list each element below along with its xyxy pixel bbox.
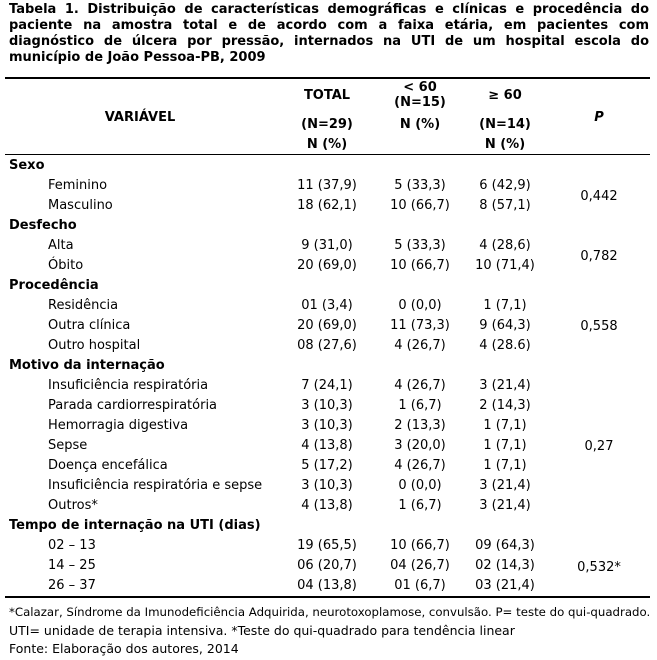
cell-ge60: 03 (21,4): [475, 578, 535, 593]
p-value-sexo: 0,442: [580, 189, 618, 204]
source-note: Fonte: Elaboração dos autores, 2014: [9, 641, 239, 656]
cell-total: 4 (13,8): [301, 438, 353, 453]
group-label-procedencia: Procedência: [9, 278, 99, 293]
row-label: Outro hospital: [48, 338, 141, 353]
cell-total: 7 (24,1): [301, 378, 353, 393]
header-lt60-np: N (%): [399, 117, 441, 132]
cell-total: 11 (37,9): [297, 178, 357, 193]
header-ge60-np: N (%): [484, 137, 526, 152]
cell-total: 20 (69,0): [297, 258, 357, 273]
cell-lt60: 4 (26,7): [394, 378, 446, 393]
cell-ge60: 02 (14,3): [475, 558, 535, 573]
cell-total: 4 (13,8): [301, 498, 353, 513]
cell-lt60: 4 (26,7): [394, 458, 446, 473]
cell-total: 5 (17,2): [301, 458, 353, 473]
cell-lt60: 5 (33,3): [394, 238, 446, 253]
footnote-2: UTI= unidade de terapia intensiva. *Teste do qui-quadrado para tendência linear: [9, 623, 515, 638]
row-label: Parada cardiorrespiratória: [48, 398, 218, 413]
cell-lt60: 1 (6,7): [398, 498, 442, 513]
cell-lt60: 0 (0,0): [398, 298, 442, 313]
cell-total: 3 (10,3): [301, 418, 353, 433]
header-bottom-rule: [5, 154, 650, 155]
cell-lt60: 3 (20,0): [394, 438, 446, 453]
header-lt60-n: (N=15): [394, 95, 446, 110]
cell-ge60: 1 (7,1): [483, 418, 527, 433]
p-value-procedencia: 0,558: [580, 319, 618, 334]
cell-ge60: 3 (21,4): [479, 498, 531, 513]
cell-ge60: 10 (71,4): [475, 258, 535, 273]
header-variavel: VARIÁVEL: [104, 110, 176, 125]
p-value-motivo: 0,27: [584, 439, 614, 454]
cell-ge60: 1 (7,1): [483, 298, 527, 313]
header-ge60: ≥ 60: [488, 88, 522, 103]
cell-total: 08 (27,6): [297, 338, 357, 353]
table-bottom-rule: [5, 596, 650, 598]
cell-total: 01 (3,4): [301, 298, 353, 313]
cell-lt60: 04 (26,7): [390, 558, 450, 573]
cell-ge60: 3 (21,4): [479, 478, 531, 493]
cell-ge60: 2 (14,3): [479, 398, 531, 413]
cell-ge60: 4 (28,6): [479, 238, 531, 253]
cell-total: 18 (62,1): [297, 198, 357, 213]
header-total-n: (N=29): [301, 117, 353, 132]
cell-lt60: 10 (66,7): [390, 538, 450, 553]
row-label: Insuficiência respiratória: [48, 378, 209, 393]
cell-lt60: 10 (66,7): [390, 198, 450, 213]
cell-total: 04 (13,8): [297, 578, 357, 593]
cell-lt60: 0 (0,0): [398, 478, 442, 493]
cell-total: 9 (31,0): [301, 238, 353, 253]
cell-lt60: 4 (26,7): [394, 338, 446, 353]
row-label: Outra clínica: [48, 318, 131, 333]
cell-total: 3 (10,3): [301, 398, 353, 413]
cell-total: 06 (20,7): [297, 558, 357, 573]
p-value-desfecho: 0,782: [580, 249, 618, 264]
cell-total: 20 (69,0): [297, 318, 357, 333]
group-label-tempo: Tempo de internação na UTI (dias): [9, 518, 261, 533]
cell-ge60: 1 (7,1): [483, 438, 527, 453]
row-label: 26 – 37: [48, 578, 96, 593]
row-label: Doença encefálica: [48, 458, 168, 473]
p-value-tempo: 0,532*: [577, 560, 621, 575]
row-label: Feminino: [48, 178, 108, 193]
row-label: 02 – 13: [48, 538, 96, 553]
row-label: Alta: [48, 238, 74, 253]
row-label: Residência: [48, 298, 119, 313]
cell-lt60: 11 (73,3): [390, 318, 450, 333]
cell-total: 3 (10,3): [301, 478, 353, 493]
header-total-np: N (%): [306, 137, 348, 152]
header-ge60-n: (N=14): [479, 117, 531, 132]
table-title: Tabela 1. Distribuição de características demográficas e clínicas e procedência do paciente na amostra total e de acordo com a faixa etária, em pacientes com diagnóstico de úlcera por pressão, internados na UTI de um hospital escola do município de João Pessoa-PB, 2009: [9, 2, 649, 65]
cell-lt60: 10 (66,7): [390, 258, 450, 273]
row-label: Masculino: [48, 198, 113, 213]
footnote-1: *Calazar, Síndrome da Imunodeficiência Adquirida, neurotoxoplamose, convulsão. P= teste do qui-quadrado.: [9, 605, 651, 619]
row-label: Óbito: [48, 258, 84, 273]
group-label-desfecho: Desfecho: [9, 218, 77, 233]
cell-lt60: 1 (6,7): [398, 398, 442, 413]
header-top-rule: [5, 77, 650, 79]
row-label: 14 – 25: [48, 558, 96, 573]
row-label: Outros*: [48, 498, 98, 513]
row-label: Hemorragia digestiva: [48, 418, 189, 433]
cell-lt60: 2 (13,3): [394, 418, 446, 433]
header-p: P: [594, 110, 604, 125]
cell-total: 19 (65,5): [297, 538, 357, 553]
row-label: Sepse: [48, 438, 88, 453]
cell-ge60: 3 (21,4): [479, 378, 531, 393]
cell-ge60: 1 (7,1): [483, 458, 527, 473]
cell-ge60: 6 (42,9): [479, 178, 531, 193]
cell-ge60: 9 (64,3): [479, 318, 531, 333]
header-total: TOTAL: [303, 88, 351, 103]
row-label: Insuficiência respiratória e sepse: [48, 478, 263, 493]
group-label-sexo: Sexo: [9, 158, 45, 173]
cell-ge60: 4 (28.6): [479, 338, 531, 353]
cell-lt60: 01 (6,7): [394, 578, 446, 593]
group-label-motivo: Motivo da internação: [9, 358, 165, 373]
cell-lt60: 5 (33,3): [394, 178, 446, 193]
header-lt60: < 60: [403, 80, 437, 95]
cell-ge60: 09 (64,3): [475, 538, 535, 553]
cell-ge60: 8 (57,1): [479, 198, 531, 213]
